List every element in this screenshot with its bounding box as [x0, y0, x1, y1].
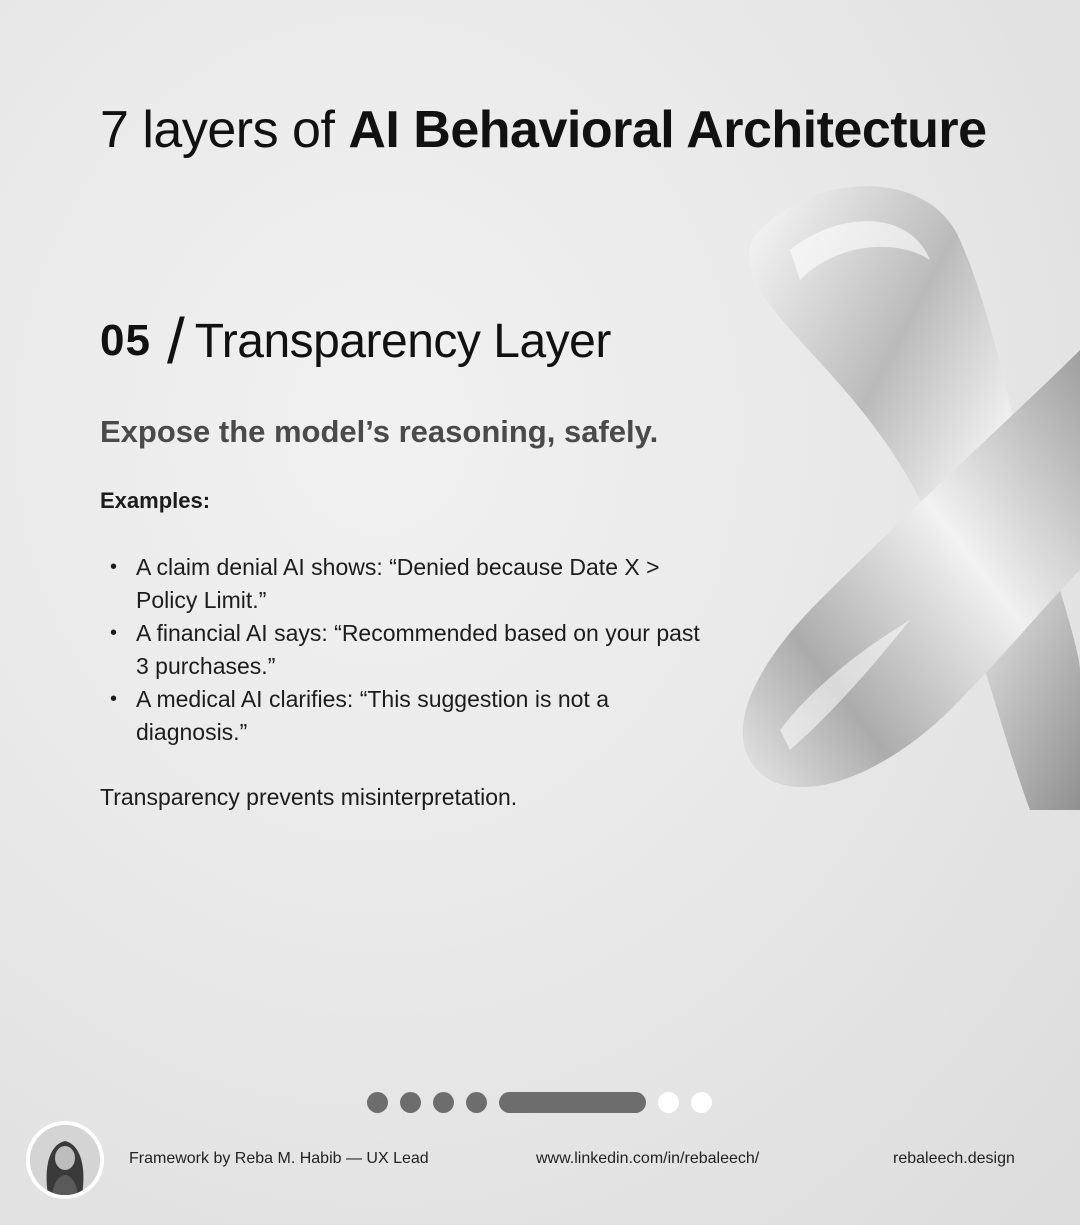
section-tagline: Expose the model’s reasoning, safely.: [100, 414, 659, 449]
pager-dot[interactable]: [433, 1092, 454, 1113]
bullet-icon: •: [110, 622, 118, 644]
page-indicator[interactable]: [367, 1091, 712, 1113]
section-number: 05: [100, 316, 151, 365]
bullet-icon: •: [110, 688, 118, 710]
pager-dot[interactable]: [367, 1092, 388, 1113]
pager-dot[interactable]: [691, 1092, 712, 1113]
examples-label: Examples:: [100, 488, 211, 513]
footer-site-link[interactable]: rebaleech.design: [893, 1150, 1015, 1167]
bullet-icon: •: [110, 556, 118, 578]
list-item: [100, 617, 700, 683]
title-light: 7 layers of: [100, 101, 349, 159]
footer-credit: Framework by Reba M. Habib — UX Lead: [129, 1150, 429, 1167]
page-title: [100, 98, 987, 162]
avatar: [26, 1121, 104, 1199]
pager-dot[interactable]: [466, 1092, 487, 1113]
section-slash: /: [166, 305, 185, 377]
section-name: Transparency Layer: [194, 314, 611, 368]
examples-list: [100, 551, 700, 749]
pager-dot[interactable]: [658, 1092, 679, 1113]
pager-dot[interactable]: [400, 1092, 421, 1113]
section-heading: [100, 305, 611, 377]
list-item-text: A claim denial AI shows: “Denied because Date X > Policy Limit.”: [136, 554, 660, 613]
title-bold: AI Behavioral Architecture: [348, 101, 987, 159]
avatar-portrait: [30, 1125, 100, 1195]
list-item-text: A financial AI says: “Recommended based on your past 3 purchases.”: [136, 620, 700, 679]
list-item-text: A medical AI clarifies: “This suggestion is not a diagnosis.”: [136, 686, 609, 745]
chrome-sculpture: [700, 170, 1080, 810]
closing-statement: Transparency prevents misinterpretation.: [100, 784, 518, 810]
pager-dot-active[interactable]: [499, 1092, 646, 1113]
list-item: [100, 551, 700, 617]
footer-linkedin-link[interactable]: www.linkedin.com/in/rebaleech/: [536, 1150, 760, 1167]
list-item: [100, 683, 700, 749]
